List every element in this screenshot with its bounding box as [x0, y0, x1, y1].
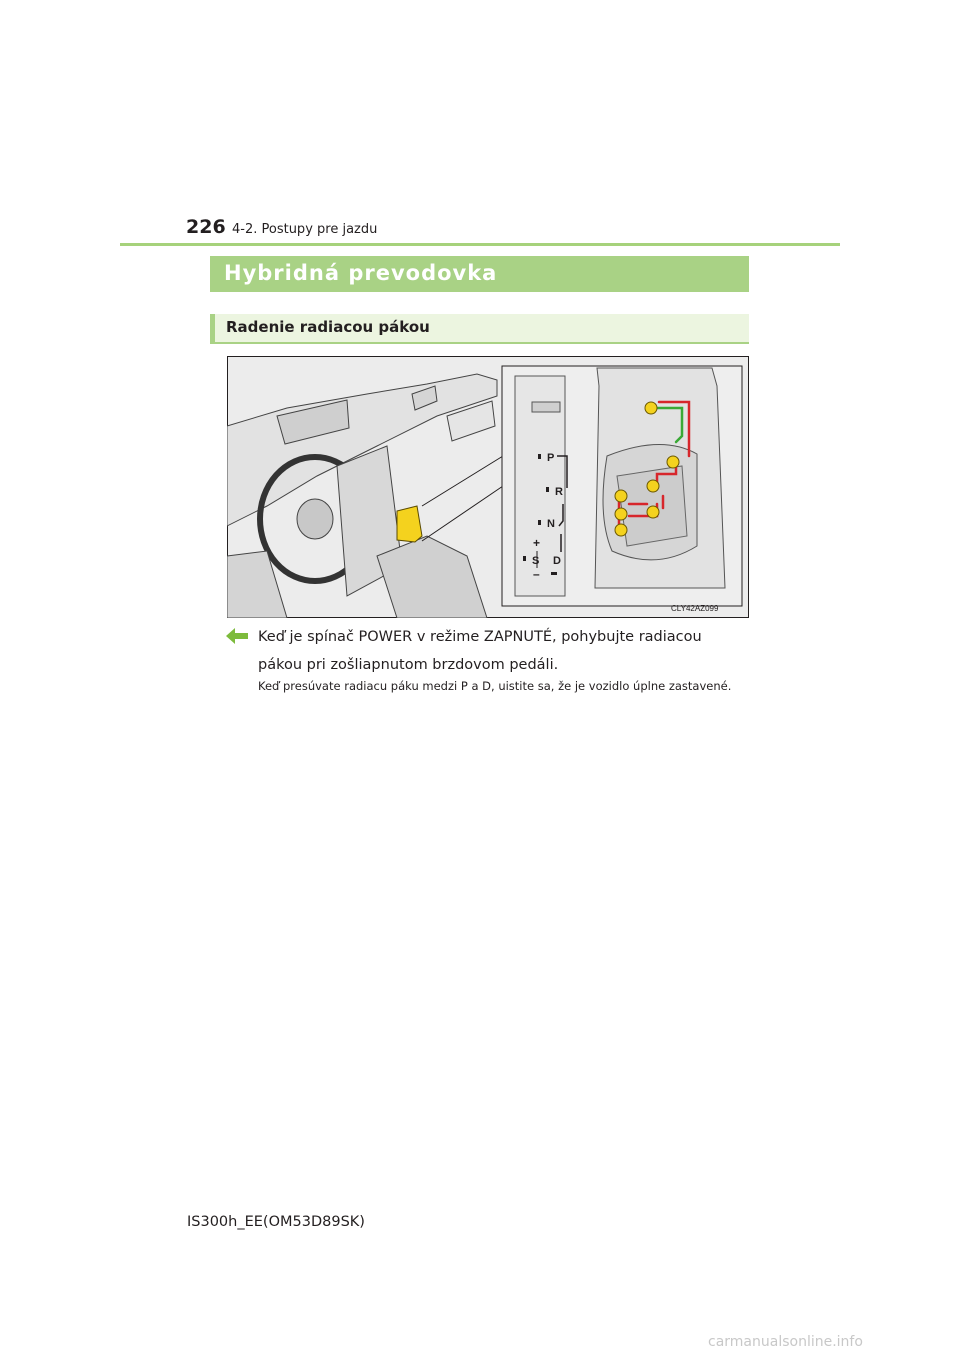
- gate-label-n: N: [547, 518, 555, 530]
- page-number: 226: [186, 216, 226, 238]
- subsection-bar: [210, 314, 749, 344]
- gate-label-minus: –: [533, 567, 540, 581]
- gate-label-plus: +: [533, 536, 541, 550]
- note-text: Keď presúvate radiacu páku medzi P a D, uistite sa, že je vozidlo úplne zastavené.: [258, 679, 732, 693]
- subsection-title: Radenie radiacou pákou: [226, 318, 430, 336]
- figure-code: CLY42AZ099: [671, 604, 719, 613]
- gate-label-s: S: [532, 555, 540, 567]
- header-rule: [120, 243, 840, 246]
- chapter-title: 4-2. Postupy pre jazdu: [232, 222, 378, 237]
- gate-label-d: D: [553, 555, 561, 567]
- shift-lever-knob: [397, 506, 422, 542]
- instruction-text: Keď je spínač POWER v režime ZAPNUTÉ, pohybujte radiacou pákou pri zošliapnutom brzdovom pedáli.: [258, 629, 702, 673]
- shift-lever-illustration: [227, 356, 749, 618]
- watermark: carmanualsonline.info: [708, 1334, 863, 1350]
- gate-label-p: P: [547, 452, 555, 464]
- footer-model-code: IS300h_EE(OM53D89SK): [187, 1214, 365, 1230]
- subsection-accent: [210, 314, 215, 344]
- section-banner: [210, 256, 749, 292]
- gate-label-r: R: [555, 486, 563, 498]
- section-title: Hybridná prevodovka: [224, 261, 498, 285]
- arrow-left-icon: [226, 627, 248, 645]
